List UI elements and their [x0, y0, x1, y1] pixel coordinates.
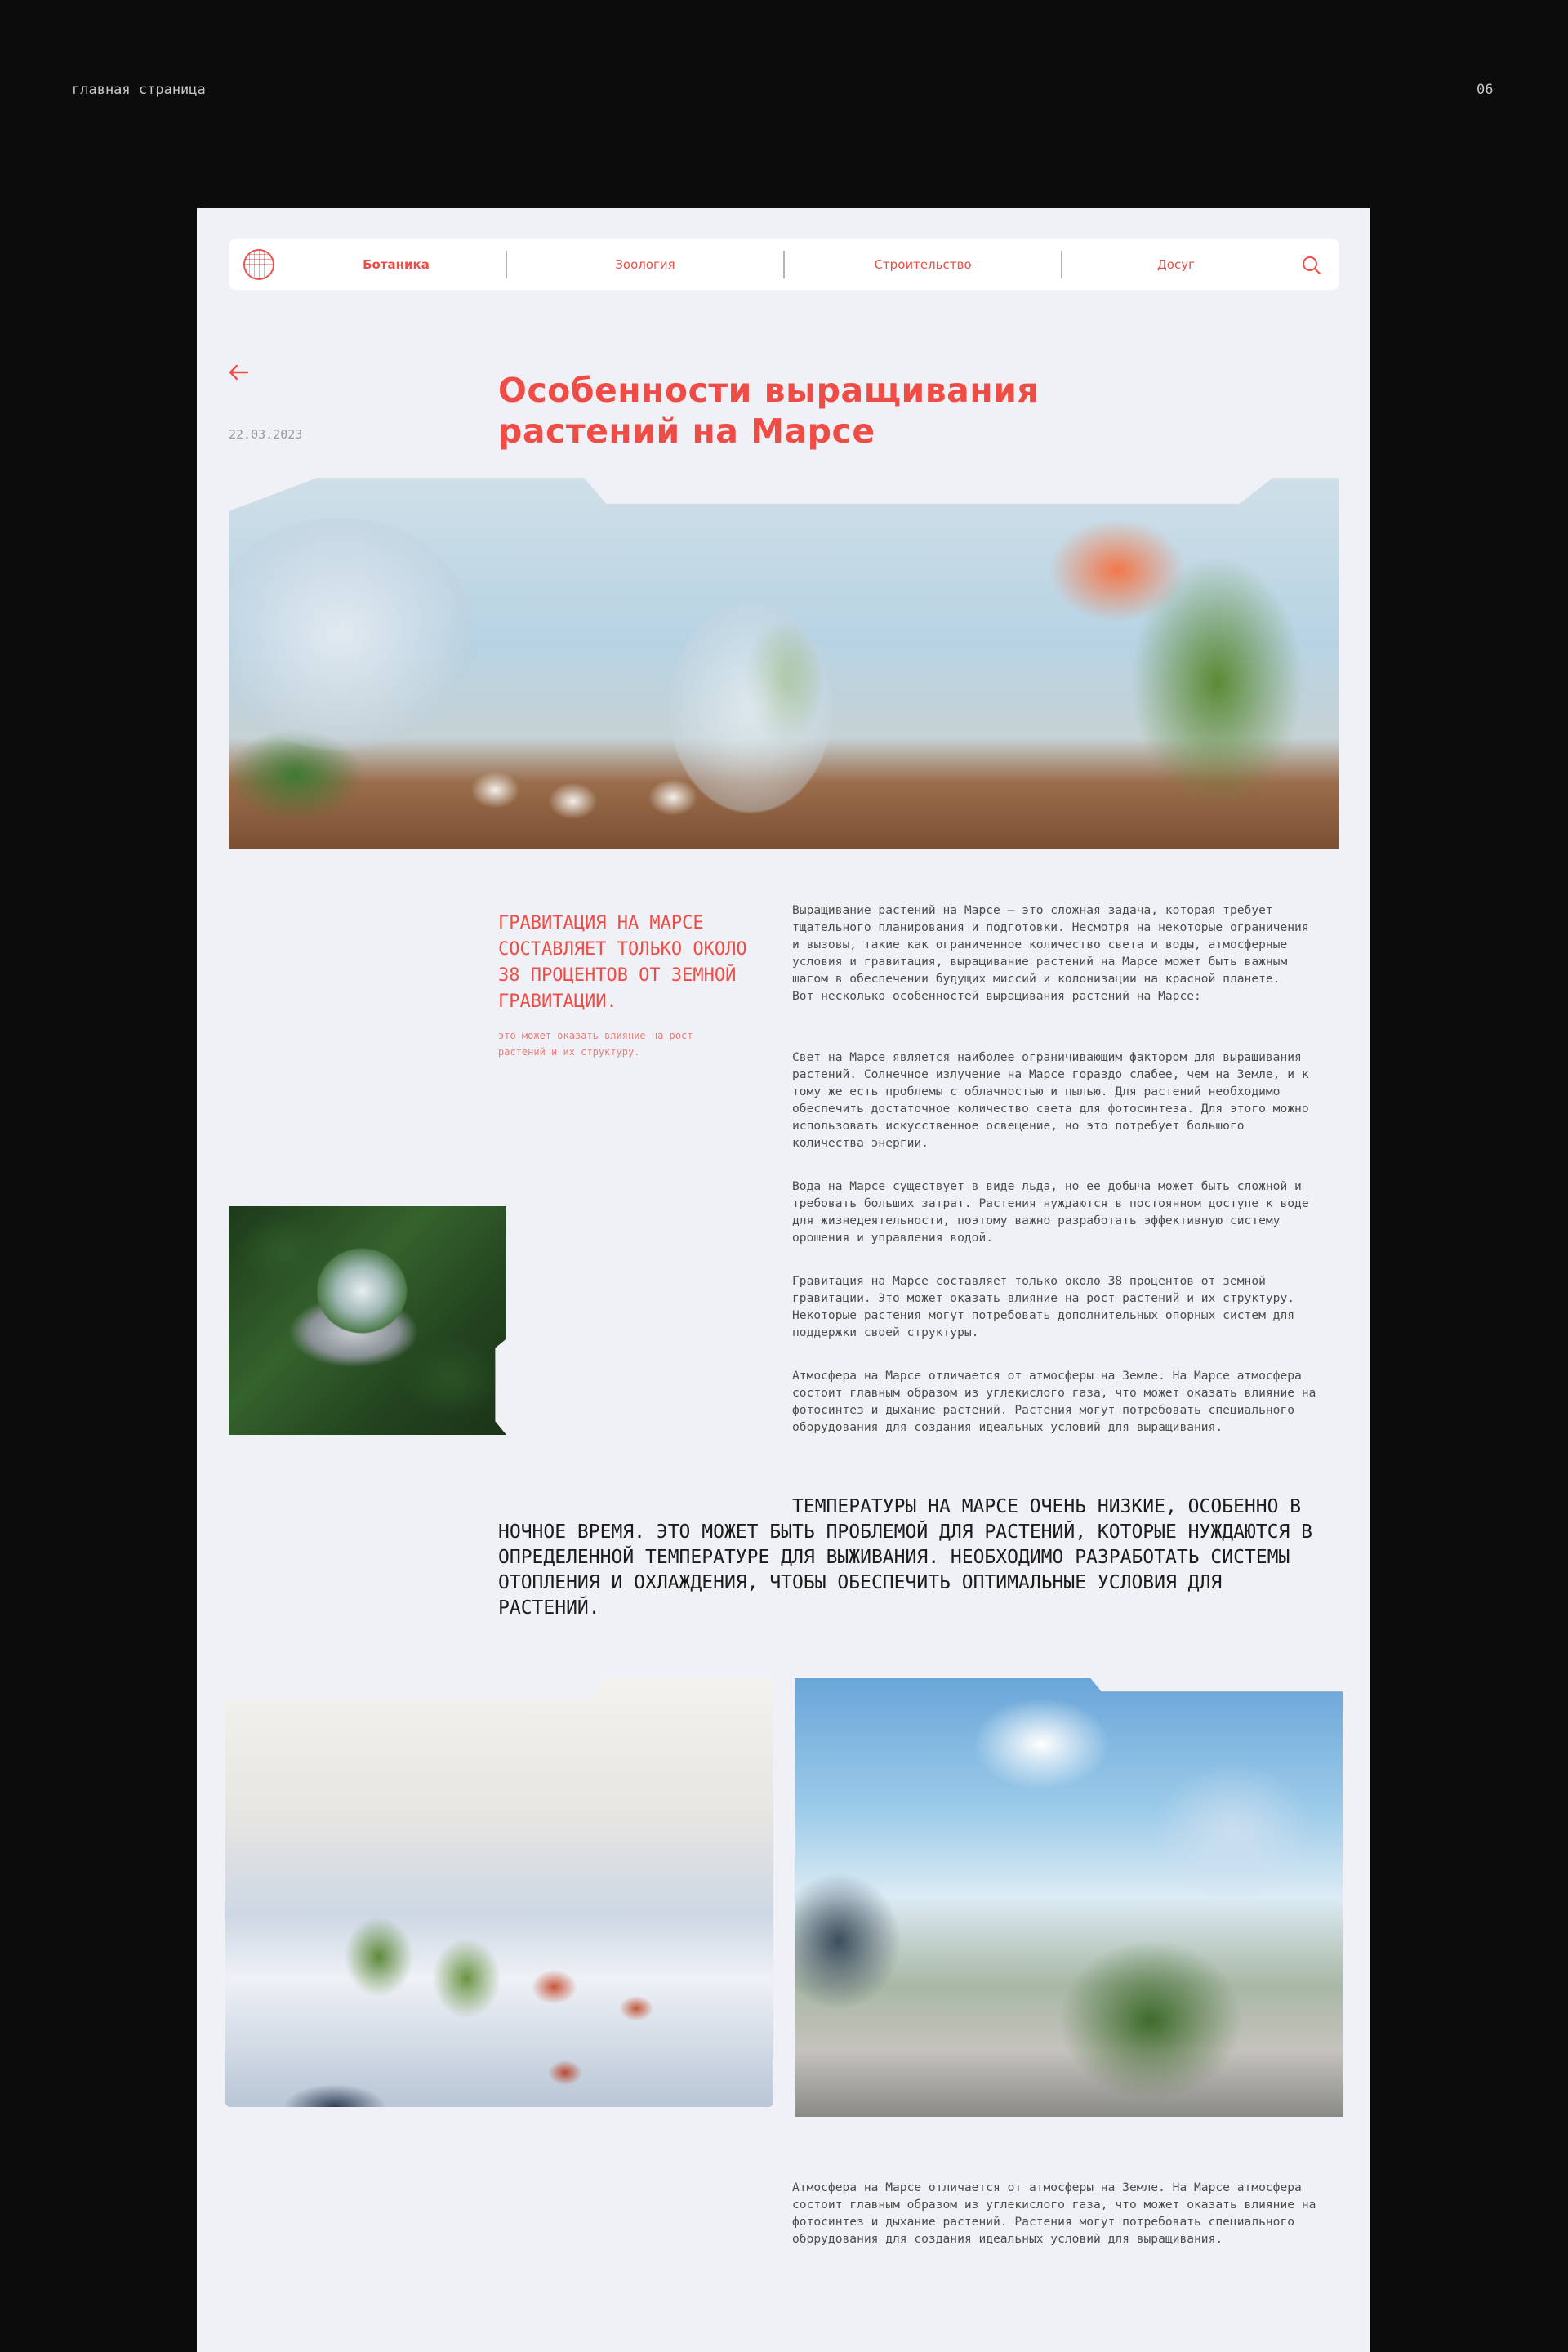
- nav-item-construction[interactable]: Строительство: [874, 257, 972, 272]
- nav-item-leisure[interactable]: Досуг: [1157, 257, 1195, 272]
- terrarium-plants-image: [229, 478, 1339, 849]
- top-nav: [229, 239, 1339, 290]
- pull-note: это может оказать влияние на рост растений и их структуру.: [498, 1030, 693, 1058]
- frame-title: главная страница: [72, 82, 206, 98]
- article-title: Особенности выращивания растений на Марсе: [498, 371, 1040, 451]
- glass-dome-forest-image: [229, 1206, 506, 1435]
- article-date: 22.03.2023: [229, 427, 303, 442]
- paragraph: Вода на Марсе существует в виде льда, но ее добыча может быть сложной и требовать больших затрат. Растения нуждаются в постоянном доступе к воде для жизнедеятельности, поэтому важно разработать эффективную систему орошения и управления водой.: [792, 1179, 1309, 1245]
- paragraph: Свет на Марсе является наиболее ограничивающим фактором для выращивания растений. Солнечное излучение на Марсе гораздо слабее, чем на Земле, и к тому же есть проблемы с облачностью и пылью. Для растений необходимо обеспечить достаточное количество света для фотосинтеза. Для этого можно использовать искусственное освещение, но это потребует большого количества энергии.: [792, 1050, 1309, 1150]
- grid-globe-icon[interactable]: [243, 249, 274, 280]
- nav-divider: [783, 251, 785, 278]
- paragraph: Гравитация на Марсе составляет только около 38 процентов от земной гравитации. Это может оказать влияние на рост растений и их структуру. Некоторые растения могут потребовать дополнительных опорных систем для поддержки своей структуры.: [792, 1274, 1295, 1339]
- frame-number: 06: [1477, 82, 1494, 98]
- nav-item-botany[interactable]: Ботаника: [363, 257, 430, 272]
- pull-quote: ГРАВИТАЦИЯ НА МАРСЕ СОСТАВЛЯЕТ ТОЛЬКО ОКОЛО 38 ПРОЦЕНТОВ ОТ ЗЕМНОЙ ГРАВИТАЦИИ.: [498, 913, 747, 1012]
- article-page: [197, 208, 1370, 2352]
- nav-divider: [1061, 251, 1062, 278]
- biodome-city-image: [795, 1678, 1343, 2117]
- paragraph: Выращивание растений на Марсе — это сложная задача, которая требует тщательного планирования и подготовки. Несмотря на некоторые ограничения и вызовы, такие как ограниченное количество света и воды, атмосферные условия и гравитация, выращивание растений на Марсе может быть важным шагом в обеспечении будущих миссий и колонизации на красной планете. Вот несколько особенностей выращивания растений на Марсе:: [792, 903, 1309, 1003]
- nav-divider: [506, 251, 507, 278]
- nav-item-zoology[interactable]: Зоология: [615, 257, 675, 272]
- arrow-left-icon[interactable]: [225, 359, 252, 385]
- paragraph: Атмосфера на Марсе отличается от атмосферы на Земле. На Марсе атмосфера состоит главным образом из углекислого газа, что может оказать влияние на фотосинтез и дыхание растений. Растения могут потребовать специального оборудования для создания идеальных условий для выращивания.: [792, 1369, 1316, 1434]
- closing-paragraph: Атмосфера на Марсе отличается от атмосферы на Земле. На Марсе атмосфера состоит главным образом из углекислого газа, что может оказать влияние на фотосинтез и дыхание растений. Растения могут потребовать специального оборудования для создания идеальных условий для выращивания.: [792, 2180, 1316, 2246]
- highlight-quote: ТЕМПЕРАТУРЫ НА МАРСЕ ОЧЕНЬ НИЗКИЕ, ОСОБЕННО В НОЧНОЕ ВРЕМЯ. ЭТО МОЖЕТ БЫТЬ ПРОБЛЕМОЙ ДЛЯ РАСТЕНИЙ, КОТОРЫЕ НУЖДАЮТСЯ В ОПРЕДЕЛЕННОЙ ТЕМПЕРАТУРЕ ДЛЯ ВЫЖИВАНИЯ. НЕОБХОДИМО РАЗРАБОТАТЬ СИСТЕМЫ ОТОПЛЕНИЯ И ОХЛАЖДЕНИЯ, ЧТОБЫ ОБЕСПЕЧИТЬ ОПТИМАЛЬНЫЕ УСЛОВИЯ ДЛЯ РАСТЕНИЙ.: [498, 1496, 1312, 1619]
- search-icon[interactable]: [1301, 255, 1322, 276]
- plant-lab-image: [225, 1678, 773, 2107]
